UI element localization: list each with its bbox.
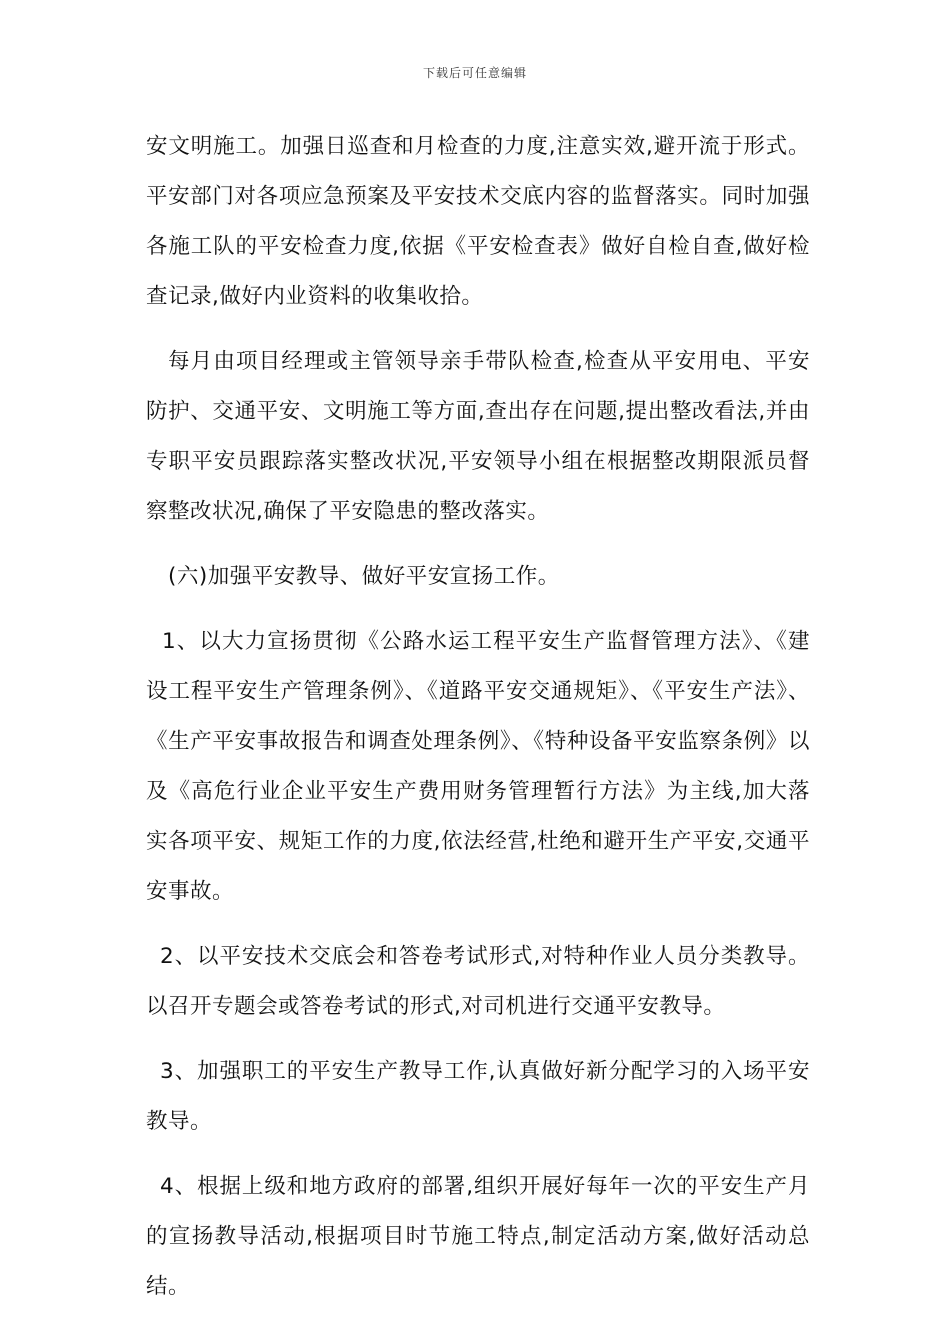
- list-item-4: 4、根据上级和地方政府的部署,组织开展好每年一次的平安生产月的宣扬教导活动,根据项目时节施工特点,制定活动方案,做好活动总结。: [146, 1174, 810, 1299]
- document-body: [146, 122, 810, 1327]
- list-item-2: 2、以平安技术交底会和答卷考试形式,对特种作业人员分类教导。以召开专题会或答卷考试的形式,对司机进行交通平安教导。: [146, 944, 810, 1019]
- page-header: 下载后可任意编辑: [422, 66, 527, 80]
- list-item-3: 3、加强职工的平安生产教导工作,认真做好新分配学习的入场平安教导。: [146, 1059, 810, 1134]
- section-heading-six: (六)加强平安教导、做好平安宣扬工作。: [168, 564, 560, 589]
- paragraph-safety-inspection: 安文明施工。加强日巡查和月检查的力度,注意实效,避开流于形式。平安部门对各项应急预案及平安技术交底内容的监督落实。同时加强各施工队的平安检查力度,依据《平安检查表》做好自检自查,做好检查记录,做好内业资料的收集收拾。: [146, 134, 810, 309]
- list-item-1: 1、以大力宣扬贯彻《公路水运工程平安生产监督管理方法》、《建设工程平安生产管理条例》、《道路平安交通规矩》、《平安生产法》、《生产平安事故报告和调查处理条例》、《特种设备平安监察条例》以及《高危行业企业平安生产费用财务管理暂行方法》为主线,加大落实各项平安、规矩工作的力度,依法经营,杜绝和避开生产平安,交通平安事故。: [146, 629, 810, 904]
- paragraph-monthly-inspection: 每月由项目经理或主管领导亲手带队检查,检查从平安用电、平安防护、交通平安、文明施工等方面,查出存在问题,提出整改看法,并由专职平安员跟踪落实整改状况,平安领导小组在根据整改期限派员督察整改状况,确保了平安隐患的整改落实。: [146, 349, 810, 524]
